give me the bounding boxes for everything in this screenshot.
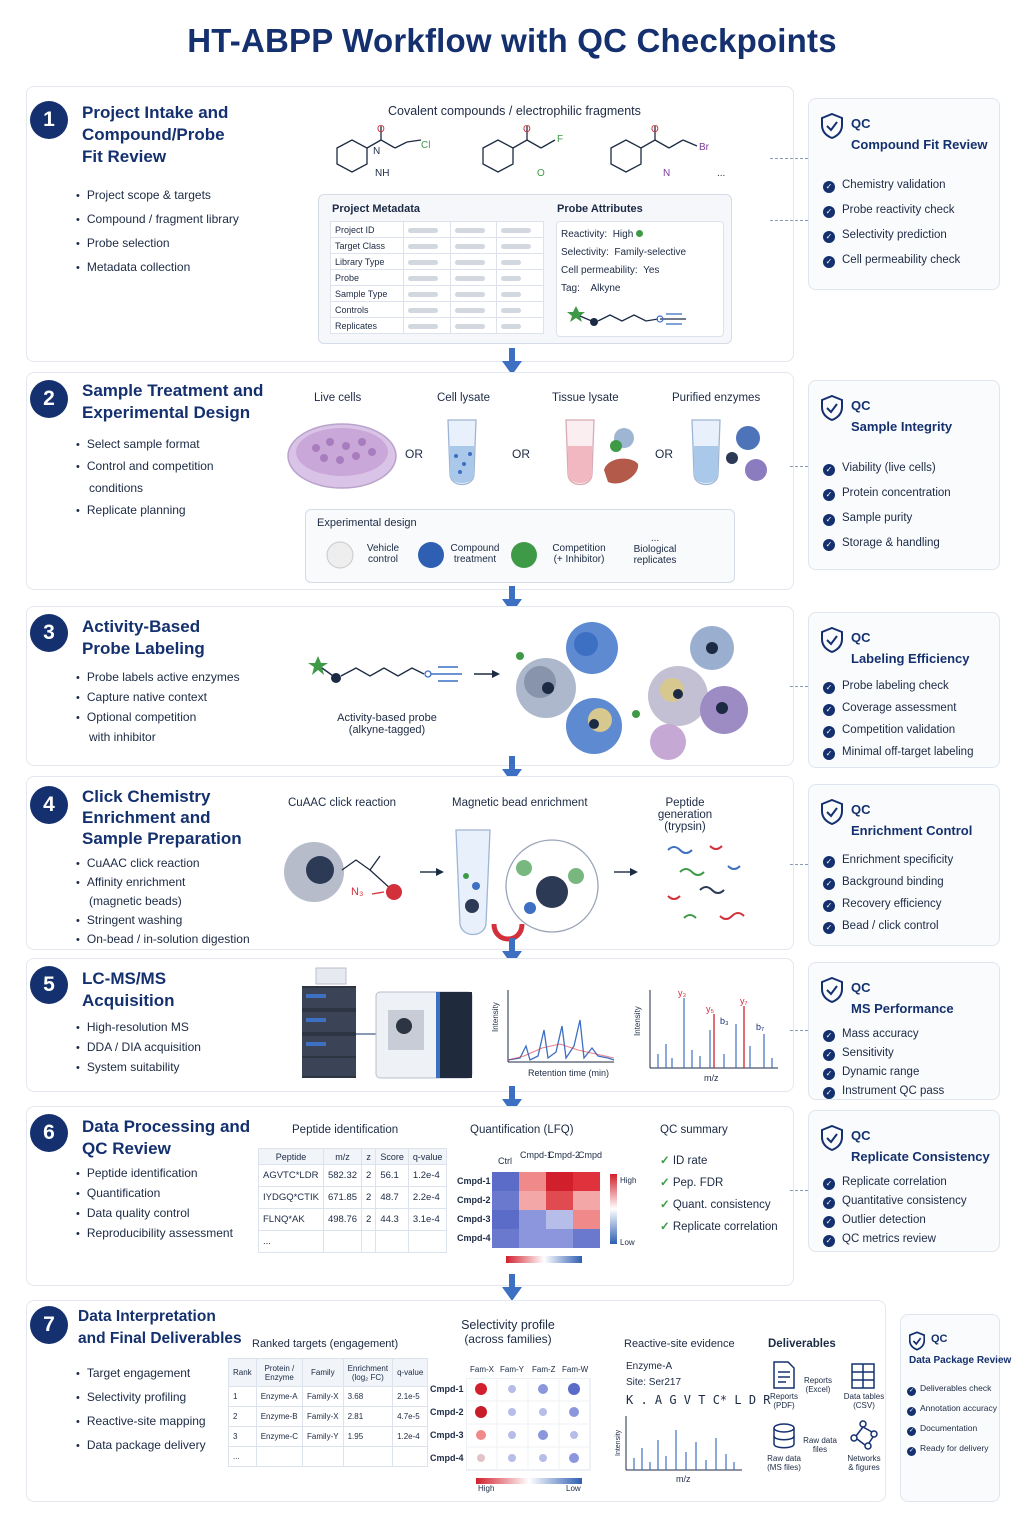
- heatmap-cell: [573, 1191, 600, 1210]
- qc-summary-list: ✓ ID rate ✓ Pep. FDR ✓ Quant. consistency ✓ Replicate correlation: [660, 1155, 778, 1233]
- svg-text:O: O: [651, 124, 659, 135]
- qc-card-stage-2: [808, 380, 1000, 570]
- ranked-targets-header: Ranked targets (engagement): [252, 1338, 399, 1350]
- svg-text:b₃: b₃: [720, 1016, 729, 1026]
- check-icon: ✓: [660, 1221, 670, 1233]
- selectivity-dot: [508, 1431, 516, 1439]
- heatmap-cell: [546, 1172, 573, 1191]
- qc-title: MS Performance: [851, 1001, 954, 1016]
- selectivity-dot: [475, 1406, 487, 1418]
- svg-text:O: O: [377, 124, 385, 135]
- qc-title: Sample Integrity: [851, 419, 953, 434]
- check-icon: ✓: [823, 206, 835, 218]
- stage-4-number: 4: [30, 786, 68, 824]
- qc-title: Compound Fit Review: [851, 137, 988, 152]
- stage-3-title: Activity-Based Probe Labeling: [82, 617, 205, 658]
- stage-5-title: LC-MS/MS Acquisition: [82, 969, 175, 1010]
- heatmap-col-label: Cmpd: [578, 1150, 603, 1160]
- flow-arrow-icon: [500, 1274, 524, 1302]
- qc-card-stage-1: [808, 98, 1000, 290]
- svg-text:y₅: y₅: [706, 1004, 715, 1014]
- heatmap-cell: [573, 1229, 600, 1248]
- stage-6-title: Data Processing and QC Review: [82, 1117, 251, 1158]
- selectivity-col-label: Fam-X: [470, 1365, 494, 1374]
- database-icon: [774, 1424, 794, 1432]
- selectivity-dot: [568, 1383, 580, 1395]
- table-row: AGVTC*LDR 582.32 2 56.1 1.2e-4: [259, 1165, 447, 1187]
- check-icon: ✓: [823, 514, 835, 526]
- qc-label: QC: [931, 1333, 948, 1345]
- qc-card-stage-4: [808, 784, 1000, 946]
- table-row: ...: [229, 1447, 428, 1467]
- shield-icon: [821, 977, 843, 1003]
- check-icon: ✓: [660, 1199, 670, 1211]
- selectivity-dot: [508, 1454, 516, 1462]
- stage-6-bullets: • Peptide identification • Quantification • Data quality control • Reproducibility assessment: [76, 1164, 276, 1244]
- qc-card-stage-7: [900, 1314, 1012, 1502]
- quantification-header: Quantification (LFQ): [470, 1124, 574, 1136]
- stage-3-bullets: • Probe labels active enzymes • Capture native context • Optional competition with inhibitor: [76, 668, 276, 748]
- check-icon: ✓: [823, 256, 835, 268]
- selectivity-high-label: High: [478, 1484, 495, 1493]
- page-title: HT-ABPP Workflow with QC Checkpoints: [187, 22, 837, 59]
- qc-card-stage-6: [808, 1110, 1000, 1252]
- shield-icon: [821, 1125, 843, 1151]
- check-icon: ✓: [823, 682, 835, 694]
- svg-text:b₇: b₇: [756, 1022, 765, 1032]
- deliverable-networks: Networks & figures: [847, 1454, 881, 1472]
- selectivity-row-label: Cmpd-1: [430, 1384, 464, 1394]
- peptide-id-table: Peptide m/z z Score q-value AGVTC*LDR 582.32 2 56.1 1.2e-4 IYDGQ*CTIK 671.85 2 48.7 2.2e-4 FLNQ*AK 498.76 2 44.3 3.1e-4 ...: [258, 1148, 447, 1253]
- qc-label: QC: [851, 1128, 871, 1143]
- selectivity-dot: [508, 1408, 516, 1416]
- qc-checklist: ✓ Deliverables check ✓ Annotation accuracy ✓ Documentation ✓ Ready for delivery: [908, 1383, 998, 1454]
- check-icon: ✓: [823, 489, 835, 501]
- lfq-heatmap: [492, 1172, 632, 1276]
- deliverable-reports-pdf: Reports (PDF): [769, 1392, 798, 1410]
- svg-text:NH: NH: [375, 168, 390, 179]
- or-label: OR: [655, 447, 673, 461]
- sample-cell-lysate-label: Cell lysate: [437, 392, 491, 404]
- document-icon: [774, 1362, 794, 1388]
- check-icon: ✓: [908, 1448, 915, 1454]
- stage-4-title: Click Chemistry Enrichment and Sample Preparation: [82, 787, 242, 848]
- heatmap-color-scale: [506, 1256, 582, 1263]
- project-metadata-table: Project ID Target Class Library Type Probe Sample Type Controls Replicates: [330, 221, 544, 334]
- table-row: 3 Enzyme-C Family-Y 1.95 1.2e-4: [229, 1427, 428, 1447]
- check-icon: ✓: [660, 1155, 670, 1167]
- selectivity-dot: [477, 1454, 485, 1462]
- sample-tissue-lysate-label: Tissue lysate: [552, 392, 619, 404]
- check-icon: ✓: [823, 1030, 835, 1042]
- chromatogram-chart: [490, 986, 618, 1080]
- panel-cuaac-label: CuAAC click reaction: [288, 797, 397, 809]
- qc-label: QC: [851, 630, 871, 645]
- stage-5-bullets: • High-resolution MS • DDA / DIA acquisition • System suitability: [76, 1018, 276, 1078]
- check-icon: ✓: [908, 1408, 915, 1414]
- sample-live-cells-label: Live cells: [314, 392, 362, 404]
- or-label: OR: [512, 447, 530, 461]
- heatmap-cell: [573, 1210, 600, 1229]
- svg-text:Cl: Cl: [421, 140, 431, 151]
- heatmap-row-label: Cmpd-4: [457, 1233, 491, 1243]
- heatmap-row-label: Cmpd-2: [457, 1195, 491, 1205]
- selectivity-dot: [538, 1384, 548, 1394]
- qc-label: QC: [851, 116, 871, 131]
- svg-text:Intensity: Intensity: [615, 1429, 622, 1456]
- heatmap-col-label: Cmpd-2: [548, 1150, 581, 1160]
- heatmap-low-label: Low: [620, 1238, 635, 1247]
- heatmap-cell: [492, 1172, 519, 1191]
- experimental-design-header: Experimental design: [317, 517, 417, 529]
- deliverable-raw-data-ms: Raw data (MS files): [767, 1454, 801, 1472]
- lc-ms-instrument-icon: [298, 964, 480, 1084]
- heatmap-col-label: Cmpd-1: [520, 1150, 553, 1160]
- svg-text:N: N: [663, 168, 671, 179]
- design-vehicle-control: Vehicle control: [366, 543, 400, 565]
- qc-title: Data Package Review: [909, 1355, 1012, 1366]
- qc-label: QC: [851, 398, 871, 413]
- site-spectrum-chart: [614, 1412, 746, 1488]
- compound-structures: [315, 120, 755, 186]
- probe-structure-icon: [566, 302, 696, 334]
- shield-icon: [821, 395, 843, 421]
- qc-checklist: ✓ Enrichment specificity ✓ Background binding ✓ Recovery efficiency ✓ Bead / click control: [823, 851, 953, 939]
- selectivity-low-label: Low: [566, 1484, 581, 1493]
- heatmap-cell: [519, 1172, 546, 1191]
- shield-icon: [821, 799, 843, 825]
- selectivity-dot: [508, 1385, 516, 1393]
- check-icon: ✓: [823, 1049, 835, 1061]
- check-icon: ✓: [823, 231, 835, 243]
- svg-text:Br: Br: [699, 142, 709, 153]
- sample-purified-enzymes-label: Purified enzymes: [672, 392, 761, 404]
- sample-formats-illustration: [286, 412, 776, 500]
- stage-1-title: Project Intake and Compound/Probe Fit Review: [82, 103, 229, 166]
- selectivity-dot: [538, 1430, 548, 1440]
- azide-label: N₃: [351, 886, 364, 898]
- ms-spectrum-chart: [632, 984, 782, 1084]
- project-metadata-header: Project Metadata: [332, 203, 421, 215]
- check-icon: ✓: [823, 181, 835, 193]
- svg-text:...: ...: [717, 168, 726, 179]
- check-icon: ✓: [823, 1216, 835, 1228]
- shield-icon: [909, 1331, 925, 1351]
- stage-7-title: Data Interpretation and Final Deliverables: [78, 1308, 242, 1347]
- svg-text:y₃: y₃: [678, 988, 687, 998]
- heatmap-color-scale: [610, 1174, 617, 1244]
- stage-1-number: 1: [30, 101, 68, 139]
- stage-2-number: 2: [30, 380, 68, 418]
- qc-title: Enrichment Control: [851, 823, 973, 838]
- heatmap-cell: [519, 1210, 546, 1229]
- reactive-site-header: Reactive-site evidence: [624, 1338, 735, 1350]
- selectivity-dot: [570, 1431, 578, 1439]
- check-icon: ✓: [823, 726, 835, 738]
- reactive-site-enzyme: Enzyme-A: [626, 1361, 673, 1372]
- selectivity-dot: [569, 1453, 579, 1463]
- check-icon: ✓: [660, 1177, 670, 1189]
- svg-text:Intensity: Intensity: [633, 1006, 642, 1036]
- selectivity-col-label: Fam-W: [562, 1365, 589, 1374]
- selectivity-dot: [569, 1407, 579, 1417]
- selectivity-col-label: Fam-Z: [532, 1365, 556, 1374]
- heatmap-col-label: Ctrl: [498, 1156, 512, 1166]
- heatmap-cell: [492, 1229, 519, 1248]
- svg-text:F: F: [557, 134, 564, 145]
- check-icon: ✓: [823, 922, 835, 934]
- svg-text:m/z: m/z: [676, 1474, 691, 1484]
- stage-7-bullets: • Target engagement • Selectivity profiling • Reactive-site mapping • Data package delivery: [76, 1362, 276, 1458]
- qc-checklist: ✓ Viability (live cells) ✓ Protein concentration ✓ Sample purity ✓ Storage & handling: [823, 459, 951, 559]
- check-icon: ✓: [823, 900, 835, 912]
- heatmap-cell: [546, 1191, 573, 1210]
- probe-caption: Activity-based probe (alkyne-tagged): [337, 712, 437, 736]
- check-icon: ✓: [823, 1197, 835, 1209]
- heatmap-cell: [492, 1191, 519, 1210]
- table-row: FLNQ*AK 498.76 2 44.3 3.1e-4: [259, 1209, 447, 1231]
- check-icon: ✓: [823, 1178, 835, 1190]
- shield-icon: [821, 113, 843, 139]
- heatmap-cell: [546, 1229, 573, 1248]
- selectivity-row-label: Cmpd-4: [430, 1453, 464, 1463]
- svg-text:O: O: [537, 168, 545, 179]
- qc-card-stage-3: [808, 612, 1000, 768]
- click-enrichment-illustration: [280, 820, 770, 944]
- heatmap-cell: [573, 1172, 600, 1191]
- deliverable-reports-excel: Reports (Excel): [803, 1376, 832, 1394]
- qc-checklist: ✓ Mass accuracy ✓ Sensitivity ✓ Dynamic range ✓ Instrument QC pass: [823, 1025, 944, 1101]
- probe-attributes-list: Reactivity: High Selectivity: Family-selective Cell permeability: Yes Tag: Alkyne: [556, 221, 724, 337]
- probe-molecule-icon: [306, 654, 506, 690]
- selectivity-row-label: Cmpd-3: [430, 1430, 464, 1440]
- panel-peptide-generation-label: Peptide generation (trypsin): [657, 797, 713, 833]
- probe-attributes-header: Probe Attributes: [557, 203, 643, 215]
- qc-title: Replicate Consistency: [851, 1149, 990, 1164]
- stage-6-number: 6: [30, 1114, 68, 1152]
- design-competition: Competition (+ Inhibitor): [552, 543, 606, 565]
- svg-text:m/z: m/z: [704, 1073, 719, 1083]
- selectivity-col-label: Fam-Y: [500, 1365, 524, 1374]
- heatmap-row-label: Cmpd-3: [457, 1214, 491, 1224]
- deliverable-data-tables: Data tables (CSV): [843, 1392, 885, 1410]
- network-icon: [860, 1421, 866, 1427]
- qc-label: QC: [851, 980, 871, 995]
- or-label: OR: [405, 447, 423, 461]
- table-row: 1 Enzyme-A Family-X 3.68 2.1e-5: [229, 1387, 428, 1407]
- check-icon: ✓: [823, 1235, 835, 1247]
- check-icon: ✓: [908, 1428, 915, 1434]
- check-icon: ✓: [823, 748, 835, 760]
- design-compound-treatment: Compound treatment: [450, 543, 500, 565]
- qc-card-stage-5: [808, 962, 1000, 1100]
- design-condition-icons: [324, 540, 544, 572]
- reactive-site-site: Site: Ser217: [626, 1377, 682, 1388]
- qc-summary-header: QC summary: [660, 1124, 728, 1136]
- deliverables-header: Deliverables: [768, 1338, 836, 1350]
- heatmap-high-label: High: [620, 1176, 637, 1185]
- qc-checklist: ✓ Chemistry validation ✓ Probe reactivity check ✓ Selectivity prediction ✓ Cell permeability check: [823, 176, 960, 276]
- deliverable-raw-data-files: Raw data files: [803, 1436, 837, 1454]
- stage-5-number: 5: [30, 966, 68, 1004]
- panel-bead-enrichment-label: Magnetic bead enrichment: [452, 797, 588, 809]
- selectivity-dot: [476, 1430, 486, 1440]
- stage-2-title: Sample Treatment and Experimental Design: [82, 381, 264, 422]
- labeled-enzymes-illustration: [506, 616, 776, 760]
- peptide-id-header: Peptide identification: [292, 1124, 399, 1136]
- check-icon: ✓: [823, 878, 835, 890]
- ranked-targets-table: Rank Protein / Enzyme Family Enrichment (log₂ FC) q-value 1 Enzyme-A Family-X 3.68 2.1e-5 2 Enzyme-B Family-X 2.81 4.7e-5 3 Enzyme-C Family-Y 1.95 1.2e-4 ...: [228, 1358, 428, 1467]
- selectivity-row-label: Cmpd-2: [430, 1407, 464, 1417]
- check-icon: ✓: [823, 539, 835, 551]
- qc-checklist: ✓ Probe labeling check ✓ Coverage assessment ✓ Competition validation ✓ Minimal off-target labeling: [823, 677, 973, 765]
- stage-7-number: 7: [30, 1306, 68, 1344]
- selectivity-dot-matrix: [466, 1378, 596, 1490]
- selectivity-dot: [539, 1454, 547, 1462]
- selectivity-header: Selectivity profile (across families): [461, 1318, 555, 1346]
- qc-checklist: ✓ Replicate correlation ✓ Quantitative consistency ✓ Outlier detection ✓ QC metrics review: [823, 1173, 967, 1249]
- heatmap-cell: [519, 1191, 546, 1210]
- reactive-site-sequence: K . A G V T C* L D R: [626, 1393, 771, 1407]
- heatmap-cell: [546, 1210, 573, 1229]
- check-icon: ✓: [823, 1068, 835, 1080]
- check-icon: ✓: [823, 856, 835, 868]
- stage-1-bullets: • Project scope & targets • Compound / fragment library • Probe selection • Metadata collection: [76, 184, 276, 280]
- stage-4-bullets: • CuAAC click reaction • Affinity enrichment (magnetic beads) • Stringent washing • On-bead / in-solution digestion: [76, 854, 276, 949]
- svg-text:Intensity: Intensity: [491, 1002, 500, 1032]
- check-icon: ✓: [823, 464, 835, 476]
- heatmap-row-label: Cmpd-1: [457, 1176, 491, 1186]
- svg-text:Retention time (min): Retention time (min): [528, 1068, 610, 1078]
- stage-2-bullets: • Select sample format • Control and competition conditions • Replicate planning: [76, 434, 276, 522]
- stage-3-number: 3: [30, 614, 68, 652]
- qc-label: QC: [851, 802, 871, 817]
- selectivity-dot: [475, 1383, 487, 1395]
- check-icon: ✓: [908, 1388, 915, 1394]
- check-icon: ✓: [823, 1087, 835, 1099]
- qc-title: Labeling Efficiency: [851, 651, 970, 666]
- check-icon: ✓: [823, 704, 835, 716]
- compounds-header: Covalent compounds / electrophilic fragments: [388, 104, 641, 118]
- table-row: ...: [259, 1231, 447, 1253]
- svg-text:O: O: [523, 124, 531, 135]
- table-row: IYDGQ*CTIK 671.85 2 48.7 2.2e-4: [259, 1187, 447, 1209]
- svg-text:y₇: y₇: [740, 996, 748, 1006]
- design-biological-replicates: ... Biological replicates: [633, 533, 677, 566]
- selectivity-dot: [539, 1408, 547, 1416]
- heatmap-cell: [519, 1229, 546, 1248]
- heatmap-cell: [492, 1210, 519, 1229]
- svg-text:N: N: [373, 146, 381, 157]
- shield-icon: [821, 627, 843, 653]
- table-row: 2 Enzyme-B Family-X 2.81 4.7e-5: [229, 1407, 428, 1427]
